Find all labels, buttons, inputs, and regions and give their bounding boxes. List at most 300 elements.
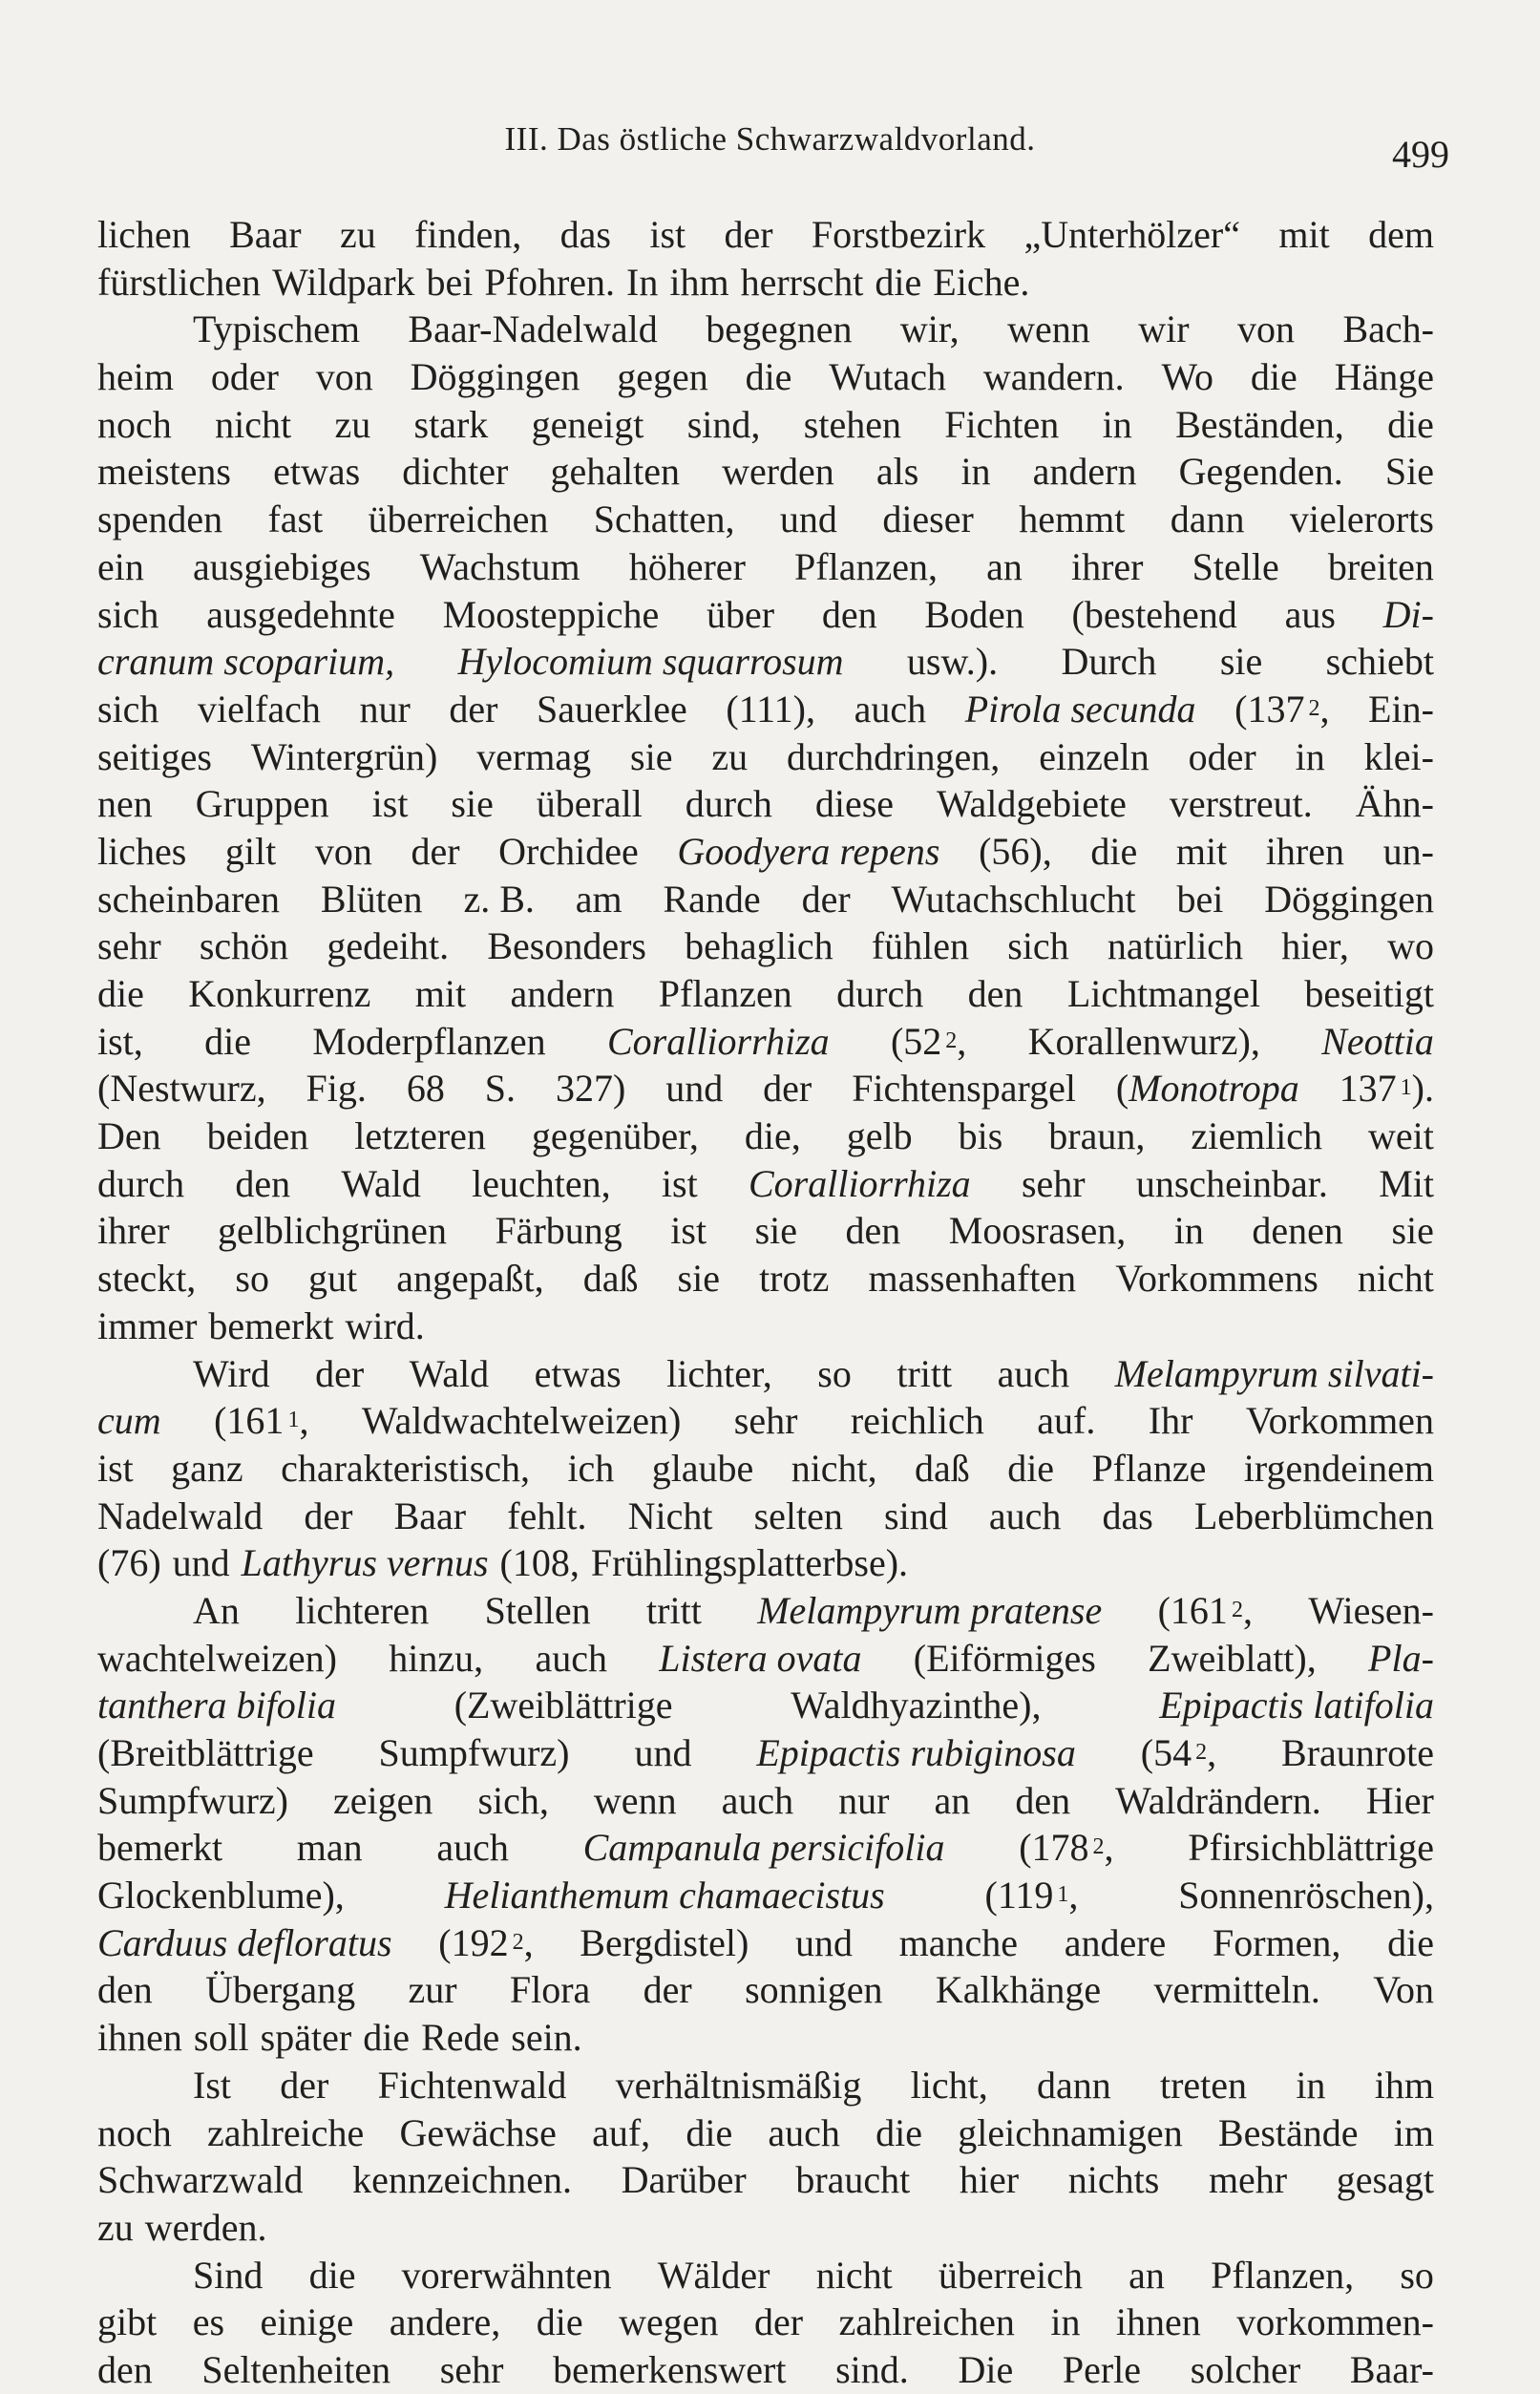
word-text: 327)	[555, 1067, 626, 1111]
word	[1061, 638, 1156, 686]
word-text: tritt	[646, 1588, 702, 1632]
word	[1213, 1919, 1340, 1967]
word-text: oder	[1188, 734, 1256, 778]
word-text: Stellen	[484, 1588, 591, 1632]
word-text: immer	[97, 1303, 198, 1347]
word	[847, 1112, 913, 1160]
word-text: Listera ovata	[659, 1636, 862, 1680]
word-text: Konkurrenz	[188, 972, 371, 1015]
word-text: und	[665, 1067, 724, 1111]
word	[1387, 401, 1434, 449]
word-text: (161	[1157, 1588, 1228, 1632]
word-text: tritt	[897, 1351, 953, 1395]
superscript: 1	[1057, 1882, 1069, 1908]
word	[321, 876, 423, 923]
word	[415, 970, 466, 1018]
word	[891, 1018, 966, 1066]
superscript: 2	[1308, 695, 1320, 721]
word-text: ihrer	[1070, 544, 1144, 588]
word-text: als	[875, 450, 919, 494]
word	[665, 1065, 723, 1112]
word-text: hinzu,	[389, 1636, 484, 1680]
word-text: Melampyrum pratense	[757, 1588, 1103, 1632]
word	[835, 2346, 909, 2394]
word-text: wir,	[899, 307, 960, 351]
word-text: den	[967, 972, 1023, 1015]
word-text: (bestehend	[1071, 592, 1237, 636]
word	[659, 970, 792, 1018]
word-text: Von	[1373, 1968, 1434, 2012]
word-text: auch	[721, 1778, 794, 1822]
word	[1065, 1919, 1167, 1967]
word	[1037, 1397, 1095, 1445]
word-text: Blüten	[320, 877, 423, 921]
text-line	[97, 638, 1434, 686]
word-text: in	[1050, 2300, 1081, 2344]
word	[1189, 733, 1256, 781]
word-text: ausgiebiges	[193, 544, 371, 588]
word-text: Ist	[193, 2063, 231, 2107]
word-text: der	[763, 1067, 812, 1111]
word	[900, 306, 960, 353]
word-text: Sonnenröschen),	[1178, 1874, 1434, 1917]
word-text: sonnigen	[745, 1968, 883, 2012]
word-text: Wutachschlucht	[891, 877, 1136, 921]
word-text: Gegenden.	[1178, 450, 1343, 494]
word	[816, 2252, 893, 2299]
word	[872, 922, 969, 970]
word-text: lichen	[97, 213, 191, 256]
word	[145, 2204, 267, 2252]
word-text: Epipactis rubiginosa	[756, 1731, 1076, 1774]
word-text: wo	[1387, 924, 1434, 968]
word	[389, 1635, 483, 1683]
word	[532, 401, 644, 449]
text-line	[97, 922, 1434, 970]
word-text: in	[1102, 402, 1132, 446]
text-line	[97, 1824, 1434, 1872]
word-text: nur	[359, 687, 411, 731]
word	[1178, 1872, 1434, 1919]
word	[567, 1445, 614, 1493]
text-line	[97, 1587, 1434, 1635]
word-text: ganz	[171, 1446, 243, 1490]
word	[97, 543, 144, 591]
word-text: andere	[1064, 1920, 1167, 1964]
word	[414, 401, 489, 449]
word	[193, 1587, 240, 1635]
word	[706, 306, 852, 353]
word	[206, 591, 395, 639]
word	[839, 2299, 1015, 2346]
word-text: liches	[97, 829, 187, 873]
word	[1218, 2109, 1359, 2157]
word-text: das	[559, 213, 611, 256]
word-text: wegen	[619, 2300, 719, 2344]
word	[1068, 2156, 1160, 2204]
word-text: den	[235, 1161, 291, 1205]
word	[1090, 828, 1137, 876]
word	[1326, 638, 1434, 686]
word	[171, 1445, 243, 1493]
word	[882, 496, 974, 543]
word-text: Kalkhänge	[935, 1968, 1102, 2012]
word	[235, 1160, 290, 1208]
word-text: ein	[97, 544, 144, 588]
word	[1170, 780, 1313, 828]
word-text: die	[204, 1019, 251, 1063]
word	[791, 1682, 1041, 1729]
word-text: angepaßt,	[396, 1257, 544, 1301]
word-text: Neottia	[1321, 1019, 1434, 1063]
word-text: fühlen	[871, 924, 970, 968]
word	[1375, 2062, 1434, 2109]
word	[998, 1350, 1070, 1398]
word	[1174, 1207, 1204, 1255]
superscript: 2	[1092, 1834, 1105, 1860]
word	[97, 2346, 153, 2394]
word	[1211, 2252, 1354, 2299]
word	[394, 1493, 467, 1540]
italic-term	[756, 1729, 1075, 1777]
word-text: durchdringen,	[787, 734, 1001, 778]
word-text: Formen,	[1213, 1920, 1341, 1964]
word-text: charakteristisch,	[281, 1446, 531, 1490]
word	[616, 2062, 862, 2109]
word	[1148, 1635, 1317, 1683]
punctuation: ,	[1207, 1731, 1217, 1774]
word-text: der	[411, 829, 460, 873]
word	[194, 2014, 249, 2062]
word	[949, 1207, 1127, 1255]
word-text: massenhaften	[868, 1257, 1077, 1301]
word	[686, 780, 772, 828]
word-text: zu	[334, 402, 371, 446]
word-text: fast	[267, 498, 324, 541]
word-text: die	[1387, 1920, 1434, 1964]
word	[851, 1397, 984, 1445]
word	[1015, 1777, 1070, 1825]
word-text: einzeln	[1039, 734, 1150, 778]
word	[678, 1255, 720, 1303]
word	[1278, 211, 1329, 259]
word-text: dieser	[882, 498, 974, 541]
word-text: Vorkommen	[1245, 1399, 1434, 1443]
text-line	[97, 2109, 1434, 2157]
word	[535, 1635, 607, 1683]
word-text: Sie	[1384, 450, 1434, 494]
word	[815, 780, 894, 828]
word-text: Wälder	[657, 2253, 770, 2297]
word	[1387, 1919, 1434, 1967]
word	[594, 1777, 677, 1825]
word-text: ihnen	[97, 2016, 182, 2060]
word-text: fehlt.	[507, 1494, 587, 1537]
word	[985, 1872, 1079, 1919]
word-text: die	[1090, 829, 1138, 873]
word-text: die	[1387, 402, 1434, 446]
word	[576, 876, 622, 923]
word	[97, 1635, 337, 1683]
word-text: Döggingen	[410, 355, 580, 399]
word-text: schön	[199, 924, 289, 968]
word	[1252, 1207, 1343, 1255]
word	[583, 1255, 639, 1303]
word	[1244, 1445, 1434, 1493]
word-text: bemerkt	[208, 1303, 334, 1347]
word	[280, 2062, 328, 2109]
word-text: ihnen	[1115, 2300, 1201, 2344]
word-text: Zweiblatt),	[1148, 1636, 1317, 1680]
word-text: sich	[97, 687, 159, 731]
word-text: Fig.	[306, 1067, 367, 1111]
word-text: letzteren	[354, 1114, 486, 1158]
word-text: hier,	[1281, 924, 1349, 968]
word	[658, 2252, 770, 2299]
word-text: die	[536, 2300, 583, 2344]
word	[261, 2299, 354, 2346]
word	[1138, 306, 1189, 353]
italic-term	[1115, 1350, 1434, 1398]
word-text: bei	[1176, 877, 1224, 921]
word	[500, 1539, 580, 1587]
word	[1385, 448, 1434, 496]
word-text: Vorkommens	[1115, 1257, 1318, 1301]
word	[915, 1445, 970, 1493]
word-text: (54	[1140, 1731, 1192, 1774]
word	[724, 211, 772, 259]
word	[207, 1112, 309, 1160]
word	[1028, 1018, 1260, 1066]
word-text: Hänge	[1334, 355, 1434, 399]
word	[791, 1445, 877, 1493]
word-text: Coralliorrhiza	[606, 1019, 830, 1063]
word-text: Übergang	[205, 1968, 356, 2012]
word-text: Boden	[924, 592, 1024, 636]
word	[745, 1966, 882, 2014]
word	[97, 259, 261, 307]
word	[411, 828, 459, 876]
word-text: Pfohren.	[484, 260, 616, 304]
word	[97, 686, 158, 733]
word	[1149, 1397, 1193, 1445]
word-text: Wildpark	[272, 260, 415, 304]
word-text: andern	[1032, 450, 1137, 494]
word-text: meistens	[97, 450, 231, 494]
text-line	[97, 2346, 1434, 2394]
word-text: der	[304, 1494, 353, 1537]
word-text: nichts	[1067, 2158, 1160, 2202]
italic-term	[242, 1539, 489, 1587]
word	[1364, 733, 1434, 781]
word	[685, 922, 833, 970]
word-text: „Unterhölzer“	[1023, 213, 1240, 256]
word-text: und	[794, 1920, 853, 1964]
word-text: verstreut.	[1169, 782, 1313, 826]
word	[935, 1777, 971, 1825]
word	[897, 1350, 952, 1398]
word-text: Lathyrus vernus	[241, 1541, 489, 1585]
word-text: durch	[97, 1161, 185, 1205]
word-text: am	[575, 877, 622, 921]
word-text: leuchten,	[472, 1161, 611, 1205]
word-text: Epipactis latifolia	[1159, 1684, 1434, 1727]
word-text: braun,	[1048, 1114, 1146, 1158]
word	[1383, 828, 1434, 876]
text-line	[97, 591, 1434, 639]
word-text: weit	[1368, 1114, 1434, 1158]
text-line	[97, 686, 1434, 733]
word	[556, 1065, 625, 1112]
word	[745, 1112, 801, 1160]
word-text: auf.	[1037, 1399, 1096, 1443]
word	[451, 780, 493, 828]
word	[1192, 543, 1279, 591]
word-text: Schwarzwald	[97, 2158, 304, 2202]
word	[634, 1729, 691, 1777]
word	[754, 2299, 803, 2346]
word-text: in	[1173, 1209, 1204, 1253]
word	[1304, 970, 1434, 1018]
word-text: Sumpfwurz)	[97, 1778, 288, 1822]
word-text: Waldhyazinthe),	[791, 1684, 1042, 1727]
word-text: bemerkenswert	[553, 2347, 787, 2391]
word-text: an	[986, 544, 1023, 588]
word	[1063, 2346, 1141, 2394]
text-line	[97, 828, 1434, 876]
word-text: die	[1250, 355, 1297, 399]
word	[711, 733, 748, 781]
word-text: die	[1007, 1446, 1055, 1490]
text-line	[97, 448, 1434, 496]
superscript: 1	[287, 1408, 300, 1433]
word	[989, 1493, 1062, 1540]
superscript: 2	[512, 1929, 524, 1955]
word	[664, 876, 761, 923]
word	[817, 1350, 852, 1398]
word	[273, 448, 360, 496]
word-text: ihren	[1265, 829, 1344, 873]
word	[1368, 686, 1434, 733]
word-text: andere,	[389, 2300, 501, 2344]
word	[407, 1065, 445, 1112]
word	[1067, 970, 1260, 1018]
word	[359, 686, 410, 733]
word	[646, 1587, 702, 1635]
text-line	[97, 1777, 1434, 1825]
word	[1285, 591, 1336, 639]
word	[1296, 733, 1325, 781]
word	[592, 2109, 650, 2157]
word-text: sehr	[97, 924, 161, 968]
word-text: kennzeichnen.	[352, 2158, 572, 2202]
word	[229, 211, 302, 259]
word	[1141, 1729, 1216, 1777]
word	[1236, 2299, 1434, 2346]
word	[97, 2014, 182, 2062]
word-text: durch	[685, 782, 772, 826]
word-text: lichter,	[666, 1351, 772, 1395]
word-text: nur	[838, 1778, 890, 1822]
word	[495, 1207, 622, 1255]
word	[200, 922, 288, 970]
word-text: 68	[406, 1067, 445, 1111]
word	[309, 2252, 356, 2299]
word-text: auf,	[592, 2110, 651, 2154]
word	[440, 2346, 504, 2394]
word-text: Pflanze	[1091, 1446, 1207, 1490]
word-text: der	[801, 877, 851, 921]
word-text: nicht,	[791, 1446, 877, 1490]
word	[315, 828, 372, 876]
word-text: braucht	[795, 2158, 911, 2202]
word	[944, 401, 1059, 449]
word-text: ist	[371, 782, 409, 826]
word-text: Fichtenwald	[377, 2063, 567, 2107]
word-text: und	[634, 1731, 692, 1774]
word	[1246, 1397, 1434, 1445]
word-text: Baar	[393, 1494, 467, 1537]
word-text: daß	[582, 1257, 639, 1301]
word-text: licht,	[910, 2063, 988, 2107]
word	[960, 2156, 1019, 2204]
word	[741, 259, 864, 307]
word	[802, 876, 851, 923]
word-text: wir	[1138, 307, 1190, 351]
word	[686, 2109, 732, 2157]
word	[1220, 638, 1262, 686]
word	[960, 448, 990, 496]
word	[484, 259, 615, 307]
word-text: An	[193, 1588, 240, 1632]
word	[1237, 306, 1295, 353]
word-text: gegen	[617, 355, 708, 399]
text-line	[97, 259, 1434, 307]
word	[1136, 1160, 1328, 1208]
word-text: natürlich	[1107, 924, 1244, 968]
word	[958, 2109, 1182, 2157]
word	[734, 1397, 798, 1445]
running-head: III. Das östliche Schwarzwaldvorland.	[504, 120, 1036, 158]
word	[396, 1255, 543, 1303]
word	[511, 970, 615, 1018]
word	[1335, 353, 1434, 401]
word-text: zur	[408, 1968, 457, 2012]
word-text: stark	[413, 402, 489, 446]
word-text: (52	[890, 1019, 942, 1063]
text-line	[97, 2299, 1434, 2346]
word	[235, 1255, 269, 1303]
word-text: ihm	[1374, 2063, 1434, 2107]
word	[1373, 1966, 1434, 2014]
word	[628, 1493, 713, 1540]
text-line	[97, 2204, 1434, 2252]
word-text: Glockenblume),	[97, 1874, 345, 1917]
word-text: Ihr	[1148, 1399, 1193, 1443]
word	[1023, 211, 1240, 259]
word-text: vorkommen-	[1236, 2300, 1434, 2344]
word-text: die	[875, 2110, 923, 2154]
word-text: Wird	[193, 1351, 270, 1395]
word	[746, 353, 792, 401]
word-text: den	[845, 1209, 901, 1253]
word	[205, 1966, 355, 2014]
word-text: sie	[754, 1209, 797, 1253]
word-text: Pirola secunda	[964, 687, 1196, 731]
text-line	[97, 780, 1434, 828]
word	[550, 448, 680, 496]
word	[1296, 2062, 1325, 2109]
